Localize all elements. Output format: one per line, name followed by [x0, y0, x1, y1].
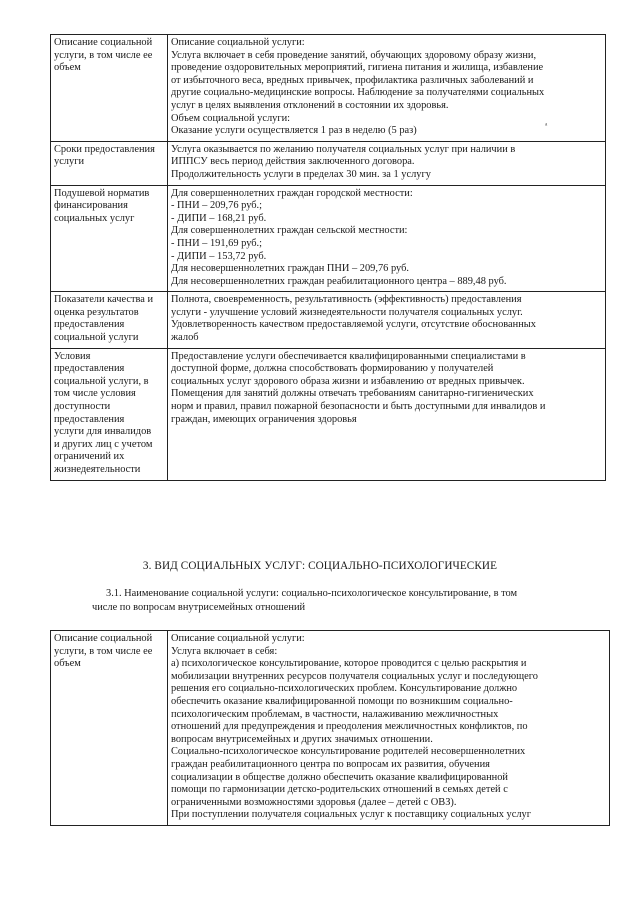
row-label-line: том числе условия: [54, 388, 136, 400]
row-text-line: - ДИПИ – 153,72 руб.: [171, 250, 267, 262]
row-text-line: ограниченными возможностями здоровья (далее – детей с ОВЗ).: [171, 796, 457, 808]
row-label: [51, 348, 168, 480]
row-label-line: жизнедеятельности: [54, 464, 141, 475]
row-content: [168, 631, 610, 826]
table-row: [51, 35, 606, 142]
row-label-line: ограничений их: [54, 451, 125, 463]
row-label-line: услуги для инвалидов: [54, 426, 152, 438]
row-text-line: Описание социальной услуги:: [171, 633, 305, 644]
row-label-line: Подушевой норматив: [54, 187, 150, 199]
row-text-line: услуг в целях выявления отклонений в состоянии их здоровья.: [171, 99, 449, 111]
row-content: [168, 185, 606, 292]
row-label: [51, 141, 168, 185]
section-subtitle-line-1: 3.1. Наименование социальной услуги: социально-психологическое консультирование, в том: [106, 588, 518, 599]
row-text-line: граждан реабилитационного центра по вопросам их развития, обучения: [171, 758, 490, 770]
row-text-line: Для совершеннолетних граждан сельской местности:: [171, 225, 408, 237]
row-label-line: услуги, в том числе ее: [54, 49, 153, 61]
table-row: [51, 631, 610, 826]
row-label-line: Условия: [54, 350, 91, 362]
row-text-line: услуги - улучшение условий жизнедеятельности получателя социальных услуг.: [171, 306, 523, 318]
row-text-line: Услуга включает в себя проведение занятий, обучающих здоровому образу жизни,: [171, 49, 537, 61]
row-text-line: обеспечить оказание квалифицированной помощи по возникшим социально-: [171, 695, 513, 707]
table-row: [51, 292, 606, 348]
row-text-line: Полнота, своевременность, результативность (эффективность) предоставления: [171, 294, 522, 306]
row-text-line: - ПНИ – 209,76 руб.;: [171, 200, 263, 212]
row-label-line: предоставления: [54, 413, 125, 425]
table-row: [51, 141, 606, 185]
row-text-line: Предоставление услуги обеспечивается квалифицированными специалистами в: [171, 350, 526, 362]
row-label-line: Сроки предоставления: [54, 143, 155, 155]
row-text-line: психологическим проблемам, в частности, налаживанию межличностных: [171, 708, 499, 720]
row-text-line: Оказание услуги осуществляется 1 раз в неделю (5 раз): [171, 125, 417, 137]
service-table-2: [50, 630, 610, 826]
row-label-line: финансирования: [54, 200, 128, 212]
row-content: [168, 348, 606, 480]
row-text-line: а) психологическое консультирование, которое проводится с целью раскрытия и: [171, 658, 527, 670]
row-label: [51, 292, 168, 348]
row-text-line: При поступлении получателя социальных услуг к поставщику социальных услуг: [171, 809, 531, 821]
row-text-line: Услуга оказывается по желанию получателя социальных услуг при наличии в: [171, 143, 516, 155]
row-label-line: услуги: [54, 156, 85, 168]
section-subtitle: [92, 587, 582, 615]
row-text-line: решения его социально-психологических проблем. Консультирование должно: [171, 683, 518, 695]
table-row: [51, 348, 606, 480]
row-label-line: социальных услуг: [54, 212, 135, 224]
row-label-line: Описание социальной: [54, 37, 153, 48]
row-text-line: мобилизации внутренних ресурсов получателя социальных услуг и последующего: [171, 670, 538, 682]
row-text-line: Описание социальной услуги:: [171, 37, 305, 48]
row-label-line: и других лиц с учетом: [54, 438, 153, 450]
row-label-line: Показатели качества и: [54, 294, 154, 306]
row-text-line: Объем социальной услуги:: [171, 112, 291, 124]
row-label-line: предоставления: [54, 319, 125, 331]
row-label-line: объем: [54, 658, 81, 670]
row-text-line: Для несовершеннолетних граждан реабилитационного центра – 889,48 руб.: [171, 275, 507, 287]
row-text-line: Услуга включает в себя:: [171, 645, 278, 657]
row-text-line: Удовлетворенность качеством предоставляемой услуги, отсутствие обоснованных: [171, 319, 536, 331]
row-label-line: предоставления: [54, 363, 125, 375]
row-label: [51, 35, 168, 142]
table-row: [51, 185, 606, 292]
row-text-line: вопросам внутрисемейных и других значимых отношении.: [171, 733, 433, 745]
row-text-line: доступной форме, должна способствовать формированию у получателей: [171, 363, 494, 375]
section-title: 3. ВИД СОЦИАЛЬНЫХ УСЛУГ: СОЦИАЛЬНО-ПСИХОЛОГИЧЕСКИЕ: [142, 560, 498, 572]
row-label-line: социальной услуги: [54, 332, 139, 344]
row-text-line: граждан, имеющих ограничения здоровья: [171, 413, 357, 425]
row-label-line: социальной услуги, в: [54, 375, 149, 387]
row-label-line: услуги, в том числе ее: [54, 645, 153, 657]
row-text-line: социальных услуг здорового образа жизни и избавлению от вредных привычек.: [171, 375, 525, 387]
row-text-line: Социально-психологическое консультирование родителей несовершеннолетних: [171, 746, 526, 758]
row-text-line: Для несовершеннолетних граждан ПНИ – 209,76 руб.: [171, 263, 409, 275]
row-label-line: объем: [54, 62, 81, 74]
row-content: [168, 141, 606, 185]
row-text-line: Продолжительность услуги в пределах 30 мин. за 1 услугу: [171, 168, 431, 180]
row-text-line: помощи по гармонизации детско-родительских отношений в семьях детей с: [171, 784, 508, 796]
scan-mark: ᵃ: [545, 120, 548, 130]
row-text-line: - ДИПИ – 168,21 руб.: [171, 212, 267, 224]
row-text-line: отношений для предупреждения и преодоления межличностных конфликтов, по: [171, 721, 528, 733]
row-label-line: оценка результатов: [54, 306, 139, 318]
row-text-line: от избыточного веса, вредных привычек, профилактика различных заболеваний и: [171, 74, 534, 86]
row-text-line: Для совершеннолетних граждан городской местности:: [171, 187, 413, 199]
row-text-line: проведение оздоровительных мероприятий, гигиена питания и жилища, избавление: [171, 62, 544, 74]
row-content: [168, 292, 606, 348]
service-table-1: [50, 34, 606, 481]
row-label: [51, 185, 168, 292]
section-subtitle-line-2: числе по вопросам внутрисемейных отношений: [92, 602, 306, 613]
row-label: [51, 631, 168, 826]
row-text-line: норм и правил, правил пожарной безопасности и быть доступными для инвалидов и: [171, 401, 546, 413]
row-text-line: социализации в обществе должно обеспечить оказание квалифицированной: [171, 771, 508, 783]
row-text-line: жалоб: [171, 332, 199, 344]
row-label-line: доступности: [54, 401, 111, 413]
row-text-line: ИППСУ весь период действия заключенного договора.: [171, 156, 415, 168]
row-label-line: Описание социальной: [54, 633, 153, 644]
row-text-line: Помещения для занятий должны отвечать требованиям санитарно-гигиенических: [171, 388, 534, 400]
row-text-line: - ПНИ – 191,69 руб.;: [171, 237, 263, 249]
row-content: [168, 35, 606, 142]
row-text-line: другие социально-медицинские вопросы. Наблюдение за получателями социальных: [171, 87, 545, 99]
